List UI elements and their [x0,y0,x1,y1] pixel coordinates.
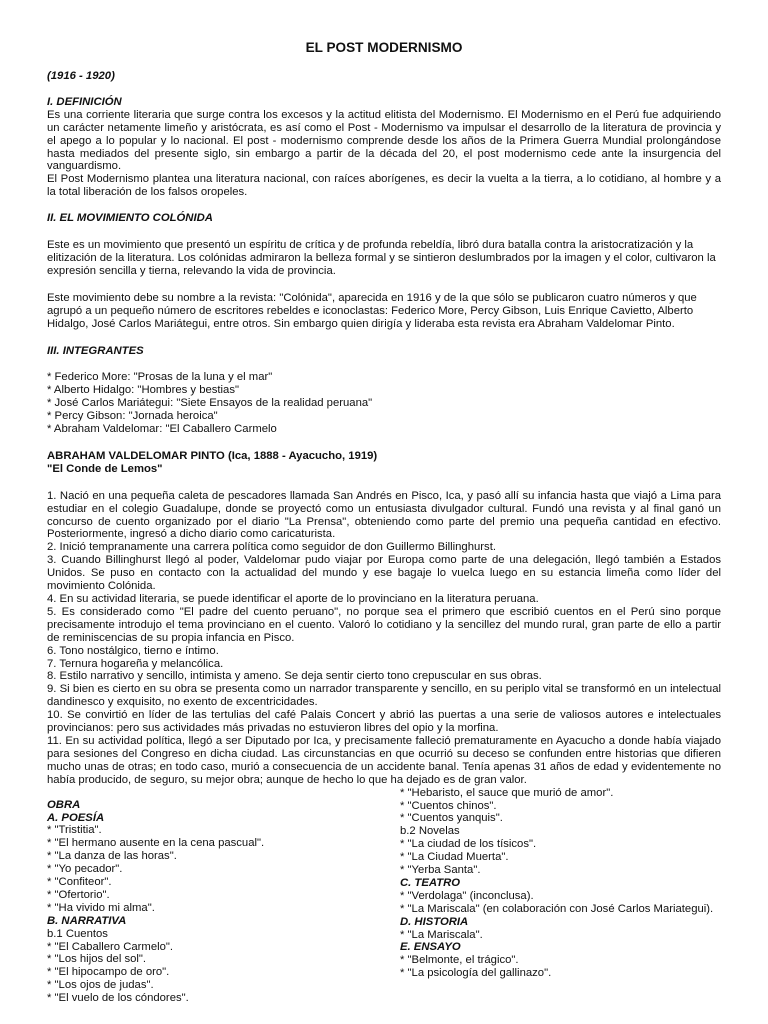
list-item: * "Verdolaga" (inconclusa). [400,889,534,902]
obra-left-column [47,799,368,1006]
historia-heading: D. HISTORIA [400,915,469,928]
author-point: 11. En su actividad política, llegó a ser Diputado por Ica, y precisamente falleció prematuramente en Ayacucho a donde había viajado para sesiones del Congreso en dicha ciudad. Las circunstancias en que ocurrió su deceso se confunden entre historias que difieren mucho unas de otras; en todo caso, murió a consecuencia de un accidente banal. Tenía apenas 31 años de edad y evidentemente no había producido, de seguro, su mejor obra; aunque de hecho lo que ha dejado es de gran valor. [47,734,721,786]
list-item: * Federico More: "Prosas de la luna y el mar" [47,371,273,384]
novelas-heading: b.2 Novelas [400,825,460,838]
list-item: * "Cuentos yanquis". [400,812,503,825]
list-item: * "Belmonte, el trágico". [400,954,519,967]
author-point: 10. Se convirtió en líder de las tertulias del café Palais Concert y abrió las puertas a una serie de valiosos autores e intelectuales provincianos: pero sus actividades más privadas no estuvieron libres del opio y la morfina. [47,709,721,735]
list-item: * "Los ojos de judas". [47,979,154,992]
list-item: * "El vuelo de los cóndores". [47,992,189,1005]
list-item: * "La Mariscala". [400,928,483,941]
obra-columns [47,786,721,1006]
list-item: * Abraham Valdelomar: "El Caballero Carmelo [47,423,277,436]
author-point: 5. Es considerado como "El padre del cuento peruano", no porque sea el primero que escribió cuentos en el Perú sino porque precisamente introdujo el tema provinciano en el cuento. Valoró lo cotidiano y la sencillez del mundo rural, gran parte de ello a partir de reminiscencias de su propia infancia en Pisco. [47,605,721,644]
list-item: * "Yo pecador". [47,863,123,876]
author-point: 4. En su actividad literaria, se puede identificar el aporte de lo provinciano en la literatura peruana. [47,593,539,605]
author-point: 7. Ternura hogareña y melancólica. [47,657,224,670]
colonida-paragraph-1: Este es un movimiento que presentó un espíritu de crítica y de profunda rebeldía, libró dura batalla contra la aristocratización y la elitización de la literatura. Los colónidas admiraron la belleza formal y se sintieron deslumbrados por la imagen y el color, cultivaron la expresión sencilla y tierna, relevando la vida de provincia. [47,239,716,277]
obra-heading: OBRA [47,798,81,811]
list-item: * Alberto Hidalgo: "Hombres y bestias" [47,384,239,397]
list-item: * "El Caballero Carmelo". [47,940,174,953]
list-item: * José Carlos Mariátegui: "Siete Ensayos de la realidad peruana" [47,397,373,410]
definicion-paragraph-2: El Post Modernismo plantea una literatura nacional, con raíces aborígenes, es decir la vuelta a la tierra, a lo cotidiano, al hombre y a la total liberación de los falsos oropeles. [47,173,721,199]
section-heading-integrantes: III. INTEGRANTES [47,344,144,357]
list-item: * "La ciudad de los tísicos". [400,838,537,851]
section-heading-colonida: II. EL MOVIMIENTO COLÓNIDA [47,212,213,225]
list-item: * "Hebaristo, el sauce que murió de amor". [400,786,614,799]
list-item: * "Ofertorio". [47,888,110,901]
obra-right-column [400,787,721,1006]
list-item: * Percy Gibson: "Jornada heroica" [47,410,218,423]
list-item: * "Cuentos chinos". [400,799,497,812]
list-item: * "Yerba Santa". [400,864,481,877]
list-item: * "La danza de las horas". [47,850,177,863]
author-point: 8. Estilo narrativo y sencillo, intimista y ameno. Se deja sentir cierto tono crepuscular en sus obras. [47,670,542,683]
list-item: * "El hipocampo de oro". [47,966,170,979]
list-item: * "Ha vivido mi alma". [47,901,155,914]
page-title: EL POST MODERNISMO [305,40,463,55]
poesia-heading: A. POESÍA [47,811,105,824]
section-heading-definicion: I. DEFINICIÓN [47,95,122,108]
author-point: 6. Tono nostálgico, tierno e íntimo. [47,644,219,657]
list-item: * "Tristitia". [47,824,102,837]
author-point: 9. Si bien es cierto en su obra se presenta como un narrador transparente y sencillo, en su periplo vital se transformó en un intelectual dandinesco y exquisito, no exento de excentricidades. [47,683,721,709]
list-item: * "La psicología del gallinazo". [400,967,552,980]
author-heading: ABRAHAM VALDELOMAR PINTO (Ica, 1888 - Ayacucho, 1919) [47,449,378,462]
author-subheading: "El Conde de Lemos" [47,462,163,475]
narrativa-heading: B. NARRATIVA [47,914,127,927]
list-item: * "Los hijos del sol". [47,953,147,966]
author-point: 3. Cuando Billinghurst llegó al poder, Valdelomar pudo viajar por Europa como parte de una delegación, llegó también a Estados Unidos. Se puso en contacto con la actualidad del mundo y ese bagaje lo vuelca luego en su estancia limeña como líder del movimiento Colónida. [47,554,721,593]
author-point: 1. Nació en una pequeña caleta de pescadores llamada San Andrés en Pisco, Ica, y pasó allí su infancia hasta que viajó a Lima para estudiar en el colegio Guadalupe, donde se proyectó como un entusiasta divulgador cultural. Fundó una revista y al final ganó un concurso de cuento organizado por el diario "La Prensa", obteniendo como parte del premio una pequeña cantidad en efectivo. Posteriormente, ingresó a dicho diario como caricaturista. [47,489,721,541]
list-item: * "El hermano ausente en la cena pascual". [47,837,265,850]
list-item: * "La Ciudad Muerta". [400,851,509,864]
colonida-paragraph-2: Este movimiento debe su nombre a la revista: "Colónida", aparecida en 1916 y de la que sólo se publicaron cuatro números y que agrupó a un pequeño número de escritores rebeldes e iconoclastas: Federico More, Percy Gibson, Luis Enrique Cavietto, Alberto Hidalgo, José Carlos Mariátegui, entre otros. Sin embargo quien dirigía y lideraba esta revista era Abraham Valdelomar Pinto. [47,291,697,330]
list-item: * "Confiteor". [47,876,112,889]
teatro-heading: C. TEATRO [400,876,461,889]
author-point: 2. Inició tempranamente una carrera política como seguidor de don Guillermo Billinghurst. [47,541,496,554]
author-points [47,490,721,787]
list-item: * "La Mariscala" (en colaboración con José Carlos Mariategui). [400,902,714,915]
integrantes-list [47,371,721,436]
ensayo-heading: E. ENSAYO [400,941,461,954]
definicion-paragraph-1: Es una corriente literaria que surge contra los excesos y la actitud elitista del Modernismo. El Modernismo en el Perú fue adquiriendo un carácter netamente limeño y aristócrata, es así como el Post - Modernismo va impulsar el desarrollo de la literatura de provincia y el apego a lo popular y lo nacional. El post - modernismo comprende desde los años de la Primera Guerra Mundial prolongándose hasta mediados del presente siglo, sin embargo a partir de la década del 20, el post modernismo cede ante la insurgencia del vanguardismo. [47,108,721,173]
period: (1916 - 1920) [47,70,115,82]
cuentos-heading: b.1 Cuentos [47,927,108,940]
